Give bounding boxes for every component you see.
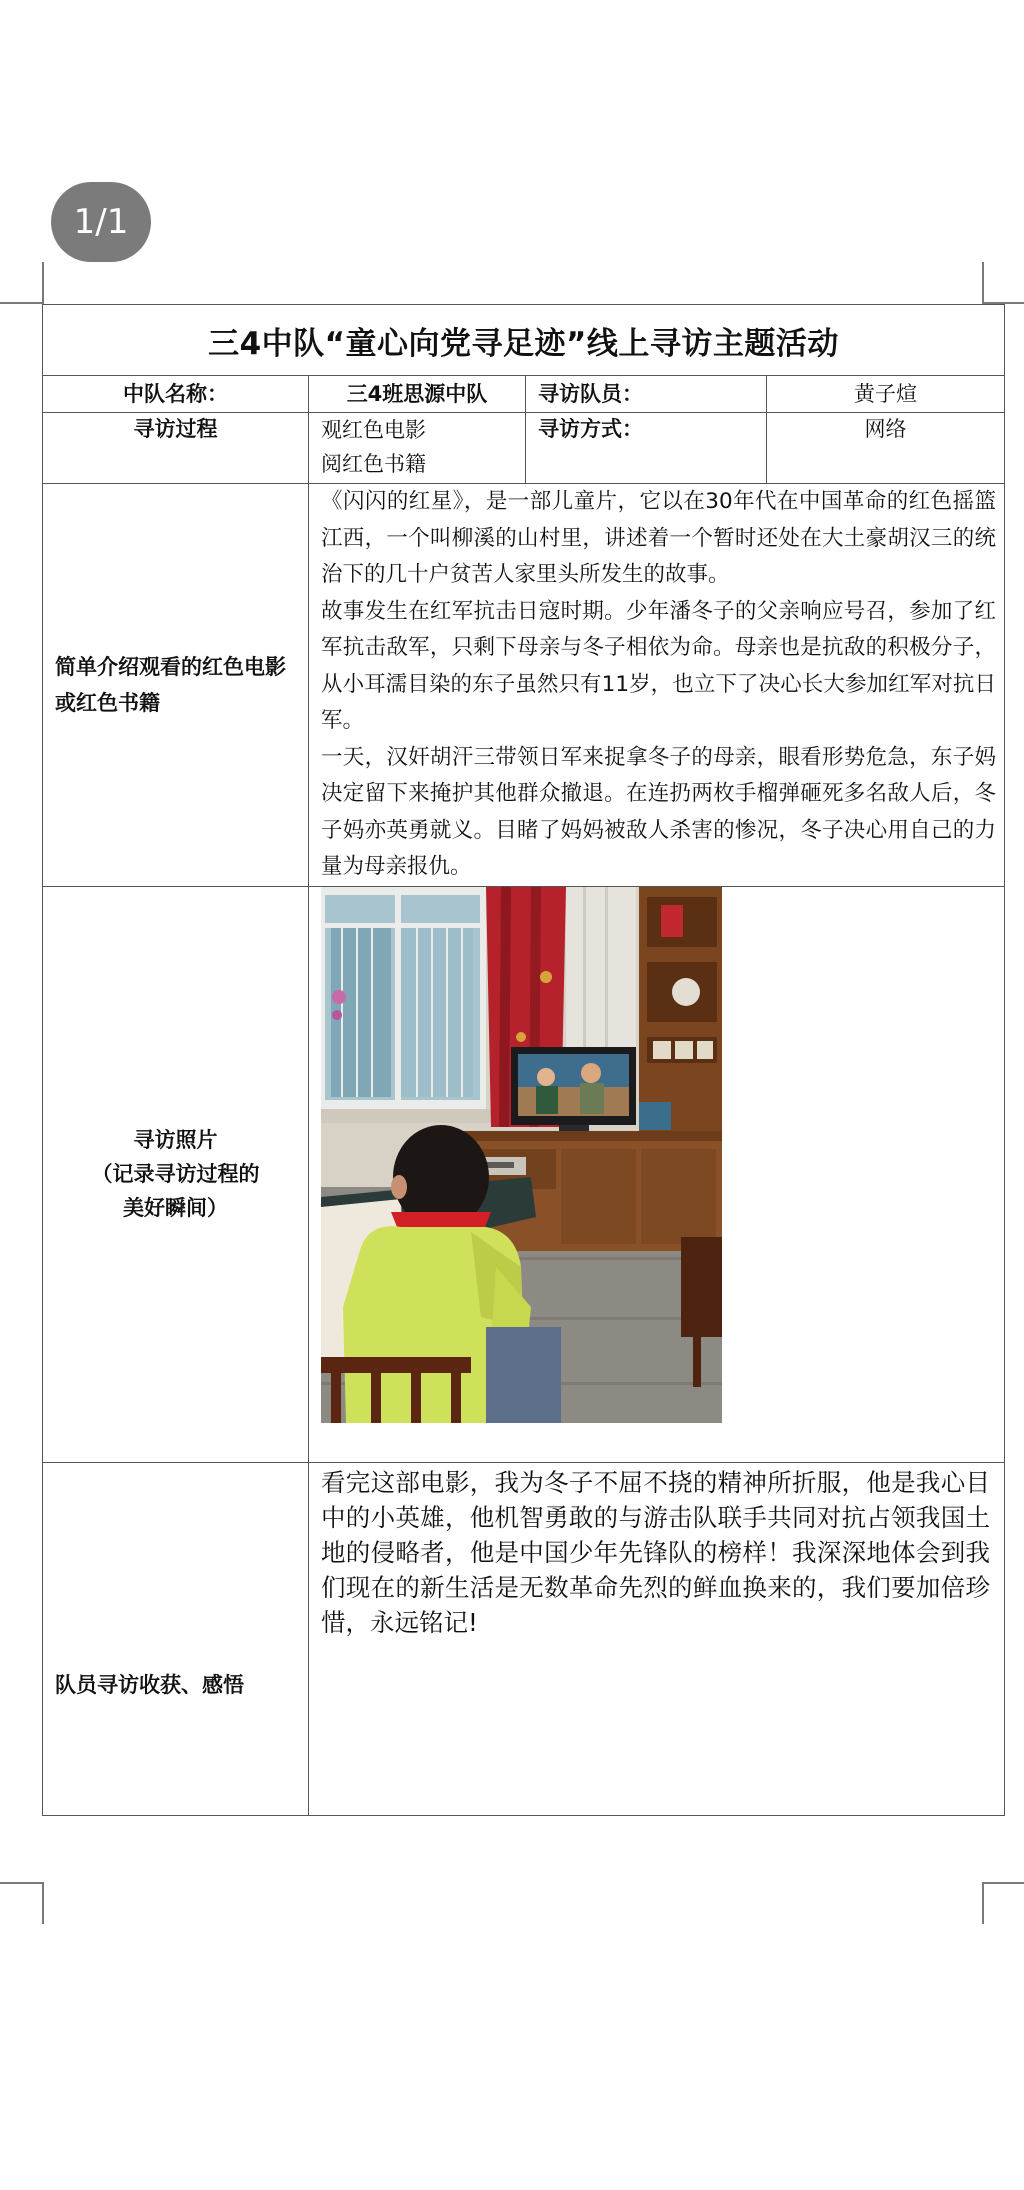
reflection-text: 看完这部电影，我为冬子不屈不挠的精神所折服，他是我心目中的小英雄，他机智勇敢的与游击队联手共同对抗占领我国土地的侵略者，他是中国少年先锋队的榜样！我深深地体会到我们现在的新生活是无数革命先烈的鲜血换来的，我们要加倍珍惜，永远铭记! (309, 1462, 1005, 1815)
squad-name-label: 中队名称： (43, 376, 309, 413)
crop-mark-bottom-left-v (42, 1882, 44, 1924)
method-value: 网络 (767, 413, 1005, 484)
crop-mark-top-right-v (982, 262, 984, 304)
process-value-movie: 观红色电影 (321, 418, 426, 442)
activity-form-table (42, 304, 1005, 1816)
crop-mark-top-left-v (42, 262, 44, 304)
visit-photo (321, 887, 722, 1423)
intro-paragraph-2: 故事发生在红军抗击日寇时期。少年潘冬子的父亲响应号召，参加了红军抗击敌军，只剩下母亲与冬子相依为命。母亲也是抗敌的积极分子，从小耳濡目染的东子虽然只有11岁，也立下了决心长大参加红军对抗日军。 (321, 598, 997, 733)
member-label: 寻访队员： (526, 376, 767, 413)
photo-label (43, 886, 309, 1462)
photo-label-line-2: （记录寻访过程的 (91, 1162, 260, 1186)
intro-paragraph-3: 一天，汉奸胡汗三带领日军来捉拿冬子的母亲，眼看形势危急，东子妈决定留下来掩护其他群众撤退。在连扔两枚手榴弹砸死多名敌人后，冬子妈亦英勇就义。目睹了妈妈被敌人杀害的惨况，冬子决心用自己的力量为母亲报仇。 (321, 744, 997, 879)
crop-mark-top-left-h (0, 302, 42, 304)
document-title: 三4中队“童心向党寻足迹”线上寻访主题活动 (43, 305, 1005, 376)
intro-label: 简单介绍观看的红色电影或红色书籍 (43, 484, 309, 887)
page-indicator: 1/1 (51, 182, 151, 262)
crop-mark-bottom-right-h (982, 1882, 1024, 1884)
process-label: 寻访过程 (43, 413, 309, 484)
reflection-label: 队员寻访收获、感悟 (43, 1462, 309, 1815)
intro-text (309, 484, 1005, 887)
photo-label-line-1: 寻访照片 (133, 1128, 218, 1152)
method-label: 寻访方式： (526, 413, 767, 484)
crop-mark-bottom-right-v (982, 1882, 984, 1924)
intro-paragraph-1: 《闪闪的红星》，是一部儿童片，它以在30年代在中国革命的红色摇篮江西，一个叫柳溪的山村里，讲述着一个暂时还处在大土豪胡汉三的统治下的几十户贫苦人家里头所发生的故事。 (321, 489, 997, 587)
photo-cell (309, 886, 1005, 1462)
process-values (309, 413, 526, 484)
photo-label-line-3: 美好瞬间） (123, 1196, 228, 1220)
process-value-book: 阅红色书籍 (321, 452, 426, 476)
squad-name-value: 三4班思源中队 (309, 376, 526, 413)
member-value: 黄子煊 (767, 376, 1005, 413)
crop-mark-bottom-left-h (0, 1882, 42, 1884)
